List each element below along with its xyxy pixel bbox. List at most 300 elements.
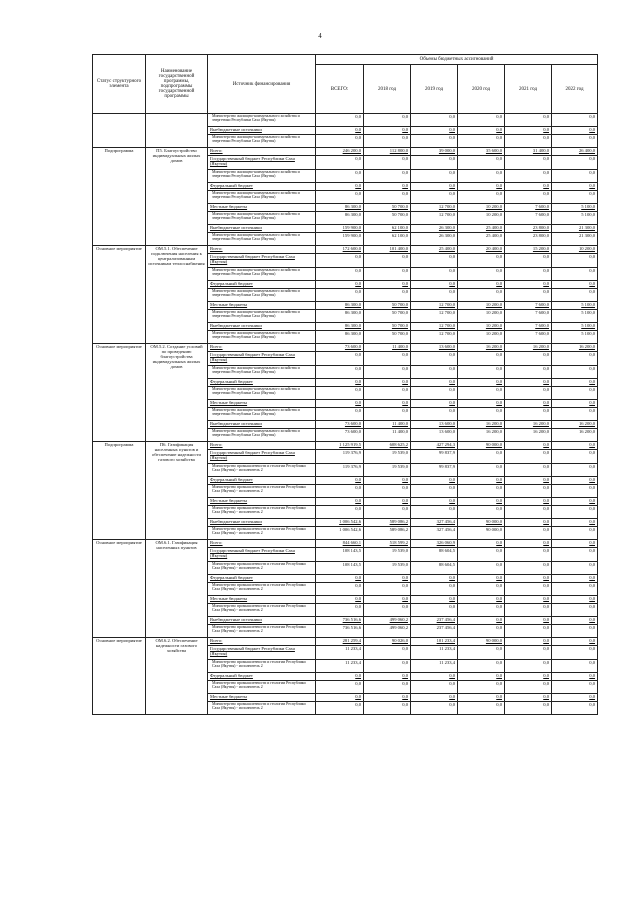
- total-value-cell: 0,0: [316, 268, 364, 281]
- year-value-cell: 0,0: [411, 702, 458, 715]
- year-value-cell: 31 400,0: [505, 148, 552, 156]
- year-value-cell: 0,0: [552, 191, 598, 204]
- year-value-cell: 0,0: [364, 254, 411, 268]
- total-value-cell: 0,0: [316, 681, 364, 694]
- header-name: Наименование государственной программы, подпрограммы государственной программы: [146, 55, 208, 114]
- source-cell: Федеральный бюджет: [208, 281, 316, 289]
- total-value-cell: 844 660,1: [316, 540, 364, 548]
- source-cell: Министерство промышленности и геологии Республики Саха (Якутия) - исполнитель 2: [208, 604, 316, 617]
- source-cell: Министерство промышленности и геологии Республики Саха (Якутия) - исполнитель 2: [208, 625, 316, 638]
- source-cell: Министерство жилищно-коммунального хозяйства и энергетики Республики Саха (Якутия): [208, 268, 316, 281]
- source-cell: Государственный бюджет Республики Саха (Якутия): [208, 254, 316, 268]
- year-value-cell: 50 700,0: [364, 331, 411, 344]
- total-value-cell: 11 233,4: [316, 646, 364, 660]
- total-value-cell: 86 300,0: [316, 331, 364, 344]
- year-value-cell: 50 700,0: [364, 323, 411, 331]
- year-value-cell: 0,0: [364, 702, 411, 715]
- year-value-cell: 0,0: [552, 548, 598, 562]
- year-value-cell: 0,0: [364, 498, 411, 506]
- source-cell: Министерство жилищно-коммунального хозяйства и энергетики Республики Саха (Якутия): [208, 289, 316, 302]
- source-cell: Министерство промышленности и геологии Республики Саха (Якутия) - исполнитель 2: [208, 702, 316, 715]
- year-value-cell: 0,0: [505, 673, 552, 681]
- year-value-cell: 0,0: [458, 596, 505, 604]
- year-value-cell: 0,0: [505, 366, 552, 379]
- source-cell: Местные бюджеты: [208, 302, 316, 310]
- year-value-cell: 12 700,0: [411, 310, 458, 323]
- year-value-cell: 0,0: [552, 506, 598, 519]
- year-value-cell: 0,0: [552, 183, 598, 191]
- year-value-cell: 0,0: [364, 191, 411, 204]
- year-value-cell: 10 200,0: [458, 331, 505, 344]
- status-cell: Основное мероприятие: [93, 638, 146, 715]
- total-value-cell: 159 900,0: [316, 225, 364, 233]
- table-row: [93, 638, 598, 646]
- source-cell: Министерство жилищно-коммунального хозяйства и энергетики Республики Саха (Якутия): [208, 191, 316, 204]
- year-value-cell: 0,0: [552, 596, 598, 604]
- year-value-cell: 90 000,0: [458, 638, 505, 646]
- total-value-cell: 86 300,0: [316, 302, 364, 310]
- source-cell: Государственный бюджет Республики Саха (Якутия): [208, 156, 316, 170]
- status-cell: Подпрограмма: [93, 442, 146, 540]
- year-value-cell: 16 200,0: [505, 429, 552, 442]
- year-value-cell: 0,0: [552, 477, 598, 485]
- year-value-cell: 0,0: [411, 506, 458, 519]
- year-value-cell: 0,0: [458, 191, 505, 204]
- source-cell: Федеральный бюджет: [208, 379, 316, 387]
- year-value-cell: 0,0: [364, 268, 411, 281]
- year-value-cell: 237 456,4: [411, 625, 458, 638]
- year-value-cell: 0,0: [458, 646, 505, 660]
- year-value-cell: 62 100,0: [364, 233, 411, 246]
- total-value-cell: 246 200,0: [316, 148, 364, 156]
- year-value-cell: 99 837,9: [411, 464, 458, 477]
- table-body: [93, 114, 598, 715]
- page-number: 4: [318, 32, 322, 40]
- year-value-cell: 62 100,0: [364, 225, 411, 233]
- year-value-cell: 50 700,0: [364, 302, 411, 310]
- year-value-cell: 20 400,0: [458, 246, 505, 254]
- year-value-cell: 0,0: [505, 191, 552, 204]
- source-cell: Внебюджетные источники: [208, 519, 316, 527]
- year-value-cell: 0,0: [458, 170, 505, 183]
- year-value-cell: 0,0: [458, 281, 505, 289]
- year-value-cell: 19 539,0: [364, 548, 411, 562]
- year-value-cell: 11 233,4: [411, 660, 458, 673]
- year-value-cell: 13 600,0: [411, 429, 458, 442]
- year-value-cell: 10 200,0: [458, 302, 505, 310]
- year-value-cell: 0,0: [411, 366, 458, 379]
- year-value-cell: 0,0: [552, 254, 598, 268]
- total-value-cell: 0,0: [316, 135, 364, 148]
- program-name-cell: П5. Благоустройство индивидуальных жилых домов: [146, 148, 208, 246]
- year-value-cell: 0,0: [552, 352, 598, 366]
- source-cell: Местные бюджеты: [208, 400, 316, 408]
- year-value-cell: 0,0: [552, 485, 598, 498]
- year-value-cell: 0,0: [458, 450, 505, 464]
- source-cell: Местные бюджеты: [208, 498, 316, 506]
- year-value-cell: 7 600,0: [505, 310, 552, 323]
- year-value-cell: 35 600,0: [458, 148, 505, 156]
- year-value-cell: 589 086,2: [364, 519, 411, 527]
- source-cell: Государственный бюджет Республики Саха (Якутия): [208, 646, 316, 660]
- year-value-cell: 0,0: [458, 387, 505, 400]
- source-cell: Министерство жилищно-коммунального хозяйства и энергетики Республики Саха (Якутия): [208, 233, 316, 246]
- total-value-cell: 0,0: [316, 156, 364, 170]
- year-value-cell: 326 060,9: [411, 540, 458, 548]
- total-value-cell: 73 600,0: [316, 421, 364, 429]
- year-value-cell: 518 599,2: [364, 540, 411, 548]
- source-cell: Министерство промышленности и геологии Республики Саха (Якутия) - исполнитель 2: [208, 681, 316, 694]
- year-value-cell: 11 400,0: [364, 344, 411, 352]
- year-value-cell: 0,0: [505, 519, 552, 527]
- year-value-cell: 0,0: [458, 464, 505, 477]
- year-value-cell: 0,0: [505, 548, 552, 562]
- total-value-cell: 0,0: [316, 183, 364, 191]
- year-value-cell: 15 200,0: [505, 246, 552, 254]
- year-value-cell: 0,0: [552, 281, 598, 289]
- total-value-cell: 0,0: [316, 127, 364, 135]
- source-cell: Местные бюджеты: [208, 596, 316, 604]
- year-value-cell: 0,0: [552, 289, 598, 302]
- year-value-cell: 0,0: [458, 702, 505, 715]
- source-cell: Министерство жилищно-коммунального хозяйства и энергетики Республики Саха (Якутия): [208, 114, 316, 127]
- table-row: [93, 148, 598, 156]
- year-value-cell: 0,0: [411, 114, 458, 127]
- status-cell: Основное мероприятие: [93, 246, 146, 344]
- source-cell: Министерство жилищно-коммунального хозяйства и энергетики Республики Саха (Якутия): [208, 331, 316, 344]
- year-value-cell: 0,0: [458, 379, 505, 387]
- year-value-cell: 16 200,0: [458, 344, 505, 352]
- source-cell: Внебюджетные источники: [208, 127, 316, 135]
- year-value-cell: 0,0: [552, 498, 598, 506]
- year-value-cell: 16 200,0: [505, 344, 552, 352]
- year-value-cell: 0,0: [552, 583, 598, 596]
- header-source: Источник финансирования: [208, 55, 316, 114]
- year-value-cell: 0,0: [458, 625, 505, 638]
- source-cell: Внебюджетные источники: [208, 421, 316, 429]
- year-value-cell: 0,0: [552, 638, 598, 646]
- total-value-cell: 1 125 919,5: [316, 442, 364, 450]
- source-cell: Местные бюджеты: [208, 694, 316, 702]
- year-value-cell: 0,0: [411, 596, 458, 604]
- year-value-cell: 26 400,0: [552, 148, 598, 156]
- year-value-cell: 0,0: [411, 191, 458, 204]
- year-value-cell: 21 300,0: [552, 233, 598, 246]
- year-value-cell: 19 539,0: [364, 562, 411, 575]
- year-value-cell: 0,0: [505, 702, 552, 715]
- total-value-cell: 0,0: [316, 289, 364, 302]
- year-value-cell: 10 200,0: [458, 204, 505, 212]
- total-value-cell: 0,0: [316, 191, 364, 204]
- year-value-cell: 10 200,0: [552, 246, 598, 254]
- year-value-cell: 0,0: [552, 681, 598, 694]
- year-value-cell: 7 600,0: [505, 302, 552, 310]
- total-value-cell: 0,0: [316, 575, 364, 583]
- year-value-cell: 0,0: [505, 498, 552, 506]
- year-value-cell: 0,0: [411, 575, 458, 583]
- year-value-cell: 608 625,2: [364, 442, 411, 450]
- year-value-cell: 0,0: [458, 366, 505, 379]
- year-value-cell: 0,0: [505, 477, 552, 485]
- header-total: ВСЕГО:: [316, 65, 364, 114]
- year-value-cell: 0,0: [364, 408, 411, 421]
- source-cell: Министерство жилищно-коммунального хозяйства и энергетики Республики Саха (Якутия): [208, 387, 316, 400]
- year-value-cell: 23 800,0: [505, 233, 552, 246]
- year-value-cell: 0,0: [458, 408, 505, 421]
- year-value-cell: 0,0: [364, 506, 411, 519]
- year-value-cell: 0,0: [505, 268, 552, 281]
- year-value-cell: 5 100,0: [552, 310, 598, 323]
- year-value-cell: 12 700,0: [411, 323, 458, 331]
- year-value-cell: 0,0: [458, 540, 505, 548]
- year-value-cell: 0,0: [411, 387, 458, 400]
- source-cell: Министерство жилищно-коммунального хозяйства и энергетики Республики Саха (Якутия): [208, 170, 316, 183]
- source-cell: Министерство жилищно-коммунального хозяйства и энергетики Республики Саха (Якутия): [208, 135, 316, 148]
- year-value-cell: 10 200,0: [458, 310, 505, 323]
- year-value-cell: 0,0: [458, 498, 505, 506]
- year-value-cell: 0,0: [364, 660, 411, 673]
- year-value-cell: 26 300,0: [411, 225, 458, 233]
- table-row: [93, 246, 598, 254]
- year-value-cell: 327 456,4: [411, 527, 458, 540]
- source-cell: Федеральный бюджет: [208, 477, 316, 485]
- year-value-cell: 0,0: [411, 156, 458, 170]
- year-value-cell: 101 233,4: [411, 638, 458, 646]
- year-value-cell: 13 600,0: [411, 344, 458, 352]
- year-value-cell: 0,0: [364, 366, 411, 379]
- year-value-cell: 0,0: [364, 289, 411, 302]
- year-value-cell: 12 700,0: [411, 302, 458, 310]
- total-value-cell: 0,0: [316, 702, 364, 715]
- year-value-cell: 0,0: [505, 450, 552, 464]
- year-value-cell: 0,0: [364, 379, 411, 387]
- year-value-cell: 0,0: [505, 596, 552, 604]
- year-value-cell: 0,0: [552, 442, 598, 450]
- total-value-cell: 0,0: [316, 387, 364, 400]
- total-value-cell: 1 006 542,6: [316, 527, 364, 540]
- total-value-cell: 11 233,4: [316, 660, 364, 673]
- year-value-cell: 90 000,0: [458, 527, 505, 540]
- source-cell: Министерство промышленности и геологии Республики Саха (Якутия) - исполнитель 2: [208, 660, 316, 673]
- total-value-cell: 0,0: [316, 673, 364, 681]
- year-value-cell: 0,0: [552, 575, 598, 583]
- year-value-cell: 26 300,0: [411, 233, 458, 246]
- source-cell: Министерство жилищно-коммунального хозяйства и энергетики Республики Саха (Якутия): [208, 310, 316, 323]
- year-value-cell: 7 600,0: [505, 204, 552, 212]
- year-value-cell: 0,0: [552, 400, 598, 408]
- source-cell: Государственный бюджет Республики Саха (Якутия): [208, 548, 316, 562]
- total-value-cell: 0,0: [316, 352, 364, 366]
- year-value-cell: 0,0: [411, 254, 458, 268]
- year-value-cell: 0,0: [552, 694, 598, 702]
- year-value-cell: 237 456,4: [411, 617, 458, 625]
- program-name-cell: ОМ.6.2. Обеспечение надежности газового хозяйства: [146, 638, 208, 715]
- year-value-cell: 0,0: [411, 183, 458, 191]
- year-value-cell: 0,0: [458, 562, 505, 575]
- year-value-cell: 0,0: [505, 352, 552, 366]
- year-value-cell: 0,0: [552, 366, 598, 379]
- year-value-cell: 0,0: [505, 681, 552, 694]
- year-value-cell: 0,0: [458, 183, 505, 191]
- total-value-cell: 108 143,5: [316, 548, 364, 562]
- total-value-cell: 0,0: [316, 604, 364, 617]
- year-value-cell: 589 086,2: [364, 527, 411, 540]
- year-value-cell: 0,0: [505, 617, 552, 625]
- year-value-cell: 0,0: [364, 127, 411, 135]
- year-value-cell: 0,0: [364, 170, 411, 183]
- year-value-cell: 0,0: [505, 575, 552, 583]
- source-cell: Всего:: [208, 246, 316, 254]
- year-value-cell: 0,0: [411, 352, 458, 366]
- year-value-cell: 11 400,0: [364, 429, 411, 442]
- year-value-cell: 0,0: [411, 583, 458, 596]
- year-value-cell: 0,0: [552, 617, 598, 625]
- year-value-cell: 25 400,0: [458, 225, 505, 233]
- year-value-cell: 0,0: [458, 135, 505, 148]
- year-value-cell: 0,0: [505, 114, 552, 127]
- year-value-cell: 0,0: [552, 114, 598, 127]
- year-value-cell: 16 200,0: [458, 429, 505, 442]
- total-value-cell: 0,0: [316, 400, 364, 408]
- year-value-cell: 50 700,0: [364, 212, 411, 225]
- year-value-cell: 0,0: [552, 625, 598, 638]
- year-value-cell: 0,0: [552, 135, 598, 148]
- total-value-cell: 0,0: [316, 281, 364, 289]
- year-value-cell: 0,0: [364, 485, 411, 498]
- year-value-cell: 0,0: [552, 519, 598, 527]
- year-value-cell: 19 539,0: [364, 464, 411, 477]
- year-value-cell: 10 200,0: [458, 323, 505, 331]
- year-value-cell: 0,0: [505, 604, 552, 617]
- total-value-cell: 159 900,0: [316, 233, 364, 246]
- year-value-cell: 0,0: [552, 562, 598, 575]
- year-value-cell: 0,0: [505, 485, 552, 498]
- year-value-cell: 0,0: [505, 562, 552, 575]
- year-value-cell: 0,0: [505, 387, 552, 400]
- total-value-cell: 172 600,0: [316, 246, 364, 254]
- header-volumes: Объемы бюджетных ассигнований: [316, 55, 598, 65]
- year-value-cell: 0,0: [458, 673, 505, 681]
- total-value-cell: 0,0: [316, 498, 364, 506]
- source-cell: Всего:: [208, 442, 316, 450]
- year-value-cell: 0,0: [364, 183, 411, 191]
- year-value-cell: 0,0: [505, 638, 552, 646]
- source-cell: Всего:: [208, 540, 316, 548]
- total-value-cell: 0,0: [316, 477, 364, 485]
- source-cell: Министерство промышленности и геологии Республики Саха (Якутия) - исполнитель 2: [208, 527, 316, 540]
- year-value-cell: 7 600,0: [505, 323, 552, 331]
- total-value-cell: 1 006 542,6: [316, 519, 364, 527]
- program-name-cell: ОМ.5.2. Создание условий по проведению благоустройства индивидуальных жилых домов: [146, 344, 208, 442]
- year-value-cell: 0,0: [505, 527, 552, 540]
- year-value-cell: 0,0: [364, 114, 411, 127]
- year-value-cell: 0,0: [505, 540, 552, 548]
- budget-table: [92, 54, 598, 715]
- total-value-cell: 0,0: [316, 114, 364, 127]
- header-status: Статус структурного элемента: [93, 55, 146, 114]
- year-value-cell: 0,0: [411, 281, 458, 289]
- source-cell: Федеральный бюджет: [208, 183, 316, 191]
- source-cell: Федеральный бюджет: [208, 673, 316, 681]
- year-value-cell: 0,0: [364, 646, 411, 660]
- year-value-cell: 0,0: [505, 694, 552, 702]
- year-value-cell: 0,0: [411, 135, 458, 148]
- year-value-cell: 5 100,0: [552, 302, 598, 310]
- program-name-cell: [146, 114, 208, 148]
- year-value-cell: 0,0: [411, 681, 458, 694]
- year-value-cell: 0,0: [458, 156, 505, 170]
- year-value-cell: 16 200,0: [552, 344, 598, 352]
- year-value-cell: 0,0: [458, 400, 505, 408]
- year-value-cell: 12 700,0: [411, 204, 458, 212]
- source-cell: Федеральный бюджет: [208, 575, 316, 583]
- year-value-cell: 0,0: [364, 387, 411, 400]
- year-value-cell: 0,0: [364, 596, 411, 604]
- year-value-cell: 0,0: [364, 673, 411, 681]
- year-value-cell: 16 200,0: [458, 421, 505, 429]
- year-value-cell: 0,0: [364, 477, 411, 485]
- total-value-cell: 0,0: [316, 596, 364, 604]
- program-name-cell: ОМ.5.1. Обеспечение подключения населения к централизованным источникам теплоснабжения: [146, 246, 208, 344]
- year-value-cell: 5 100,0: [552, 331, 598, 344]
- year-value-cell: 0,0: [552, 660, 598, 673]
- source-cell: Государственный бюджет Республики Саха (Якутия): [208, 450, 316, 464]
- source-cell: Местные бюджеты: [208, 204, 316, 212]
- year-value-cell: 0,0: [552, 379, 598, 387]
- year-value-cell: 0,0: [364, 604, 411, 617]
- year-value-cell: 25 400,0: [411, 246, 458, 254]
- source-cell: Министерство промышленности и геологии Республики Саха (Якутия) - исполнитель 2: [208, 485, 316, 498]
- year-value-cell: 25 400,0: [458, 233, 505, 246]
- year-value-cell: 0,0: [364, 352, 411, 366]
- year-value-cell: 0,0: [458, 506, 505, 519]
- source-cell: Государственный бюджет Республики Саха (Якутия): [208, 352, 316, 366]
- header-year: 2020 год: [458, 65, 505, 114]
- total-value-cell: 281 259,4: [316, 638, 364, 646]
- year-value-cell: 90 000,0: [458, 442, 505, 450]
- year-value-cell: 0,0: [411, 477, 458, 485]
- year-value-cell: 16 200,0: [505, 421, 552, 429]
- year-value-cell: 88 604,5: [411, 548, 458, 562]
- year-value-cell: 21 300,0: [552, 225, 598, 233]
- status-cell: Подпрограмма: [93, 148, 146, 246]
- year-value-cell: 0,0: [458, 477, 505, 485]
- year-value-cell: 10 200,0: [458, 212, 505, 225]
- year-value-cell: 13 600,0: [411, 421, 458, 429]
- year-value-cell: 0,0: [505, 127, 552, 135]
- year-value-cell: 0,0: [458, 114, 505, 127]
- year-value-cell: 0,0: [505, 379, 552, 387]
- year-value-cell: 0,0: [505, 442, 552, 450]
- source-cell: Министерство жилищно-коммунального хозяйства и энергетики Республики Саха (Якутия): [208, 408, 316, 421]
- total-value-cell: 86 300,0: [316, 204, 364, 212]
- year-value-cell: 0,0: [411, 379, 458, 387]
- year-value-cell: 5 100,0: [552, 212, 598, 225]
- year-value-cell: 0,0: [505, 646, 552, 660]
- year-value-cell: 0,0: [411, 485, 458, 498]
- year-value-cell: 23 800,0: [505, 225, 552, 233]
- year-value-cell: 0,0: [552, 156, 598, 170]
- year-value-cell: 0,0: [552, 268, 598, 281]
- year-value-cell: 0,0: [552, 127, 598, 135]
- year-value-cell: 0,0: [552, 702, 598, 715]
- year-value-cell: 0,0: [552, 604, 598, 617]
- year-value-cell: 0,0: [458, 352, 505, 366]
- year-value-cell: 0,0: [458, 583, 505, 596]
- year-value-cell: 5 100,0: [552, 323, 598, 331]
- year-value-cell: 50 700,0: [364, 204, 411, 212]
- total-value-cell: 0,0: [316, 366, 364, 379]
